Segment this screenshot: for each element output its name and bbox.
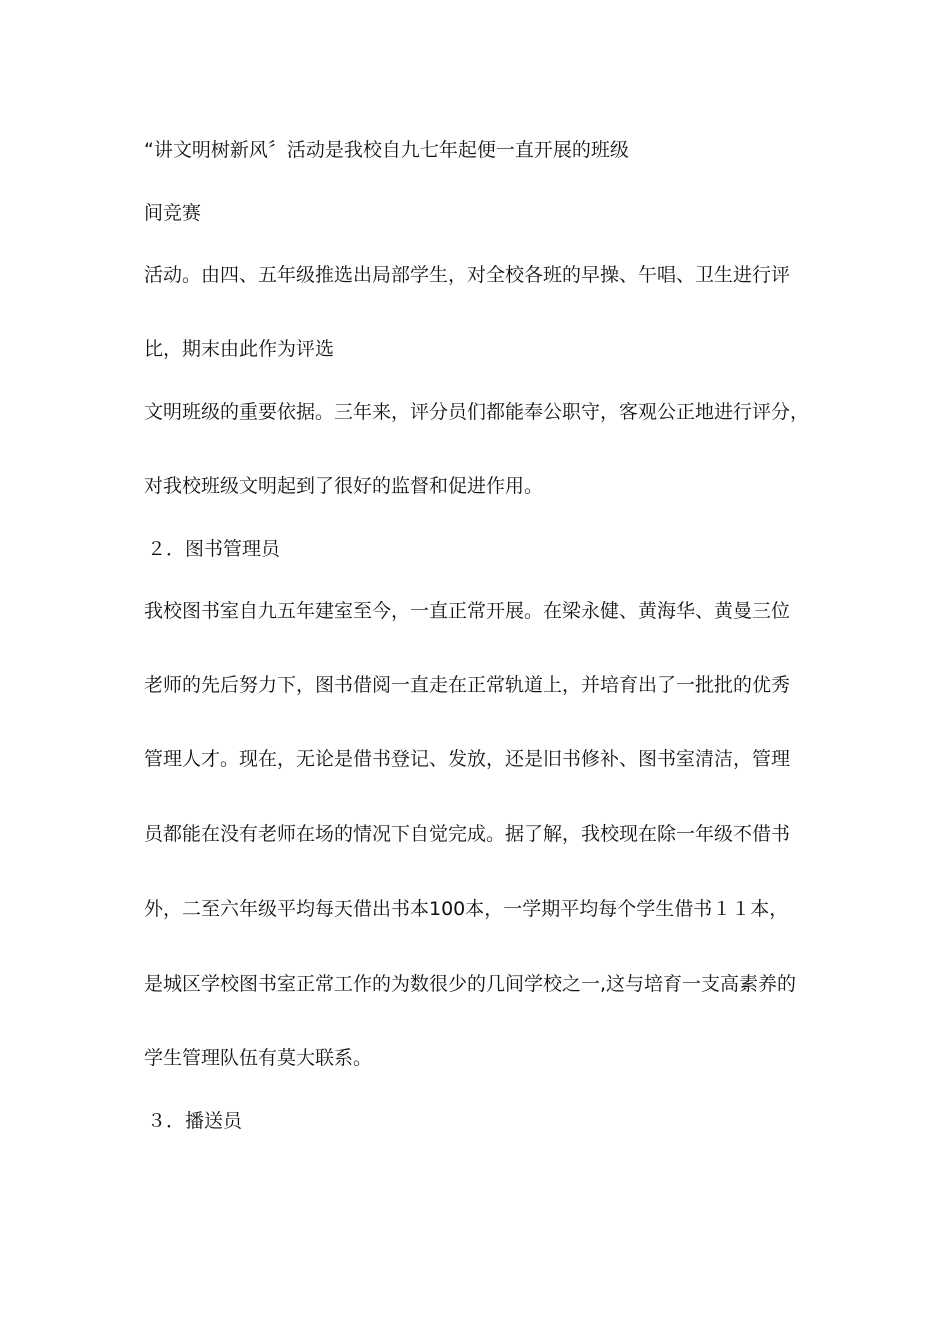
paragraph-line-2: 间竞赛: [144, 202, 202, 224]
paragraph-line-6: 对我校班级文明起到了很好的监督和促进作用。: [144, 475, 544, 497]
paragraph-line-4: 比，期末由此作为评选: [144, 338, 335, 360]
paragraph-line-1: “讲文明树新风〞活动是我校自九七年起便一直开展的班级: [144, 139, 629, 161]
paragraph-line-9: 管理人才。现在，无论是借书登记、发放，还是旧书修补、图书室清洁，管理: [144, 748, 791, 770]
paragraph-line-3: 活动。由四、五年级推选出局部学生，对全校各班的早操、午唱、卫生进行评: [144, 264, 791, 286]
section-heading-broadcast: ３．播送员: [147, 1110, 243, 1132]
paragraph-line-8: 老师的先后努力下，图书借阅一直走在正常轨道上，并培育出了一批批的优秀: [144, 674, 791, 696]
paragraph-line-5: 文明班级的重要依据。三年来，评分员们都能奉公职守，客观公正地进行评分，: [144, 401, 810, 423]
paragraph-line-12: 是城区学校图书室正常工作的为数很少的几间学校之一,这与培育一支高素养的: [144, 973, 797, 995]
paragraph-line-7: 我校图书室自九五年建室至今，一直正常开展。在梁永健、黄海华、黄曼三位: [144, 600, 791, 622]
paragraph-line-13: 学生管理队伍有莫大联系。: [144, 1047, 373, 1069]
section-heading-library: ２．图书管理员: [147, 538, 281, 560]
paragraph-line-10: 员都能在没有老师在场的情况下自觉完成。据了解，我校现在除一年级不借书: [144, 823, 791, 845]
paragraph-line-11: 外，二至六年级平均每天借出书本100本，一学期平均每个学生借书１１本，: [144, 898, 789, 920]
